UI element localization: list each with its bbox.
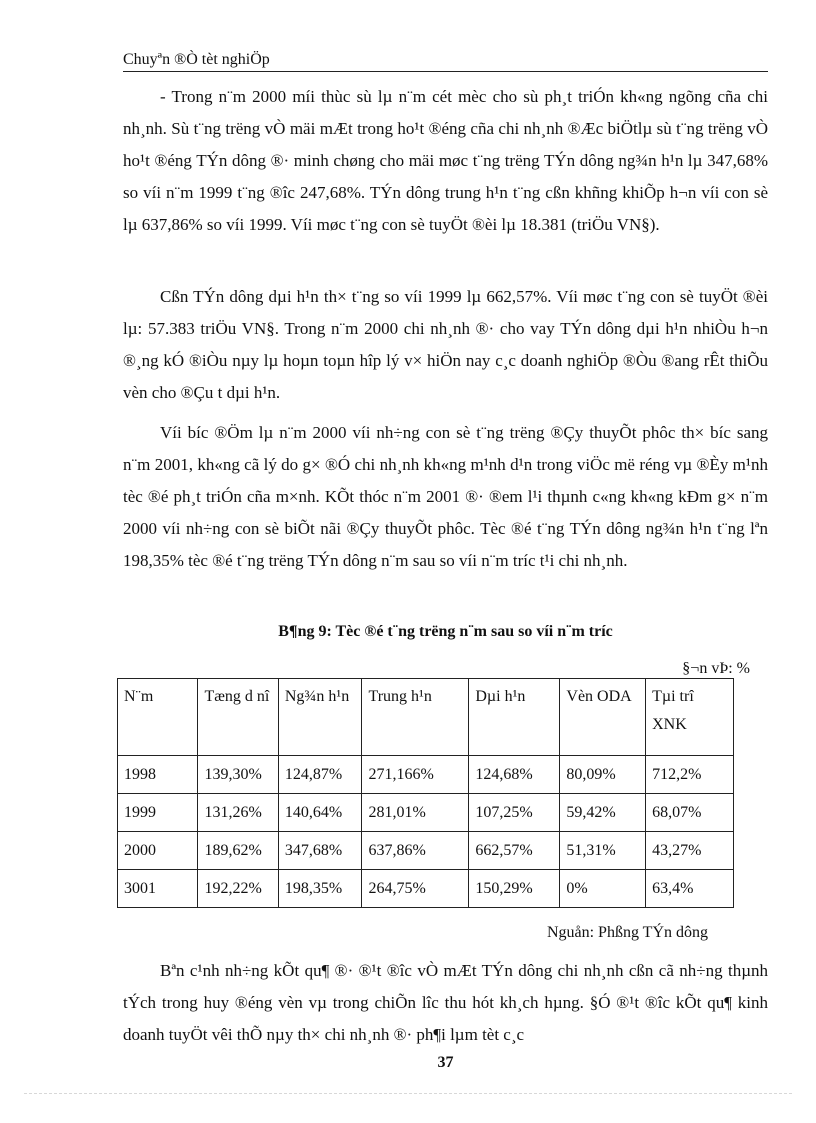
- table-cell: 51,31%: [560, 832, 646, 870]
- table-cell: 712,2%: [646, 756, 734, 794]
- page-number: 37: [437, 1054, 454, 1071]
- col-header-medium-term: Trung h¹n: [362, 679, 469, 756]
- table-cell: 63,4%: [646, 870, 734, 908]
- paragraph-1: - Trong n¨m 2000 míi thùc sù lµ n¨m cét mèc cho sù ph¸t triÓn kh«ng ngõng cña chi nh¸nh. Sù t¨ng trëng vÒ mäi mÆt trong ho¹t ®éng cña chi nh¸nh ®Æc biÖtlµ sù t¨ng trëng vÒ ho¹t ®éng TÝn dông ®· minh chøng cho mäi møc t¨ng trëng TÝn dông ng¾n h¹n lµ 347,68% so víi n¨m 1999 t¨ng ®îc 247,68%. TÝn dông trung h¹n t¨ng cßn khñng khiÕp h¬n víi con sè lµ 637,86% so víi 1999. Víi møc t¨ng con sè tuyÖt ®èi lµ 18.381 (triÖu VN§).: [123, 87, 768, 234]
- document-title: Chuyªn ®Ò tèt nghiÖp: [123, 51, 270, 68]
- table-cell: 107,25%: [469, 794, 560, 832]
- table-cell: 68,07%: [646, 794, 734, 832]
- paragraph-2: Cßn TÝn dông dµi h¹n th× t¨ng so víi 1999 lµ 662,57%. Víi møc t¨ng con sè tuyÖt ®èi lµ: 57.383 triÖu VN§. Trong n¨m 2000 chi nh¸nh ®· cho vay TÝn dông dµi h¹n nhiÒu h¬n ®¸ng kÓ ®iÒu nµy lµ hoµn toµn hîp lý v× hiÖn nay c¸c doanh nghiÖp ®Òu ®ang rÊt thiÕu vèn cho ®Çu t dµi h¹n.: [123, 287, 768, 402]
- table-cell: 271,166%: [362, 756, 469, 794]
- col-header-short-term: Ng¾n h¹n: [278, 679, 362, 756]
- table-row: [118, 756, 734, 794]
- table-cell: 662,57%: [469, 832, 560, 870]
- col-header-total-credit: Tæng d nî: [198, 679, 278, 756]
- table-cell: 124,68%: [469, 756, 560, 794]
- table-cell: 281,01%: [362, 794, 469, 832]
- growth-rate-table: [117, 678, 734, 908]
- col-header-year: N¨m: [118, 679, 198, 756]
- table-cell: 43,27%: [646, 832, 734, 870]
- table-cell: 80,09%: [560, 756, 646, 794]
- table-row: [118, 794, 734, 832]
- page-bottom-divider: [24, 1093, 792, 1094]
- table-cell: 131,26%: [198, 794, 278, 832]
- table-cell: 139,30%: [198, 756, 278, 794]
- table-cell: 150,29%: [469, 870, 560, 908]
- col-header-trade-finance: Tµi trî XNK: [646, 679, 734, 756]
- table-cell: 59,42%: [560, 794, 646, 832]
- table-cell: 3001: [118, 870, 198, 908]
- table-cell: 264,75%: [362, 870, 469, 908]
- table-cell: 637,86%: [362, 832, 469, 870]
- table-row: [118, 832, 734, 870]
- table-cell: 192,22%: [198, 870, 278, 908]
- table-row: [118, 870, 734, 908]
- table-cell: 124,87%: [278, 756, 362, 794]
- paragraph-3: Víi bíc ®Öm lµ n¨m 2000 víi nh÷ng con sè t¨ng trëng ®Çy thuyÕt phôc th× bíc sang n¨m 2001, kh«ng cã lý do g× ®Ó chi nh¸nh kh«ng m¹nh d¹n trong viÖc më réng vµ ®Èy m¹nh tèc ®é ph¸t triÓn cña m×nh. KÕt thóc n¨m 2001 ®· ®em l¹i thµnh c«ng kh«ng kÐm g× n¨m 2000 víi nh÷ng con sè biÕt nãi ®Çy thuyÕt phôc. Tèc ®é t¨ng TÝn dông ng¾n h¹n t¨ng lªn 198,35% tèc ®é t¨ng trëng TÝn dông n¨m sau so víi n¨m tríc t¹i chi nh¸nh.: [123, 423, 768, 570]
- paragraph-4: Bªn c¹nh nh÷ng kÕt qu¶ ®· ®¹t ®îc vÒ mÆt TÝn dông chi nh¸nh cßn cã nh÷ng thµnh tÝch trong huy ®éng vèn vµ trong chiÕn lîc thu hót kh¸ch hµng. §Ó ®¹t ®îc kÕt qu¶ kinh doanh tuyÖt vêi thÕ nµy th× chi nh¸nh ®· ph¶i lµm tèt c¸c: [123, 961, 768, 1044]
- table-cell: 189,62%: [198, 832, 278, 870]
- table-cell: 140,64%: [278, 794, 362, 832]
- page-header: [123, 50, 768, 72]
- table-header-row: [118, 679, 734, 756]
- table-cell: 2000: [118, 832, 198, 870]
- table-cell: 1998: [118, 756, 198, 794]
- col-header-oda: Vèn ODA: [560, 679, 646, 756]
- table-source: Nguån: Phßng TÝn dông: [546, 924, 708, 941]
- col-header-long-term: Dµi h¹n: [469, 679, 560, 756]
- table-cell: 1999: [118, 794, 198, 832]
- table-cell: 0%: [560, 870, 646, 908]
- table-cell: 347,68%: [278, 832, 362, 870]
- table-unit-label: §¬n vÞ: %: [682, 660, 750, 677]
- table-cell: 198,35%: [278, 870, 362, 908]
- table-title: B¶ng 9: Tèc ®é t¨ng trëng n¨m sau so víi n¨m tríc: [278, 623, 613, 640]
